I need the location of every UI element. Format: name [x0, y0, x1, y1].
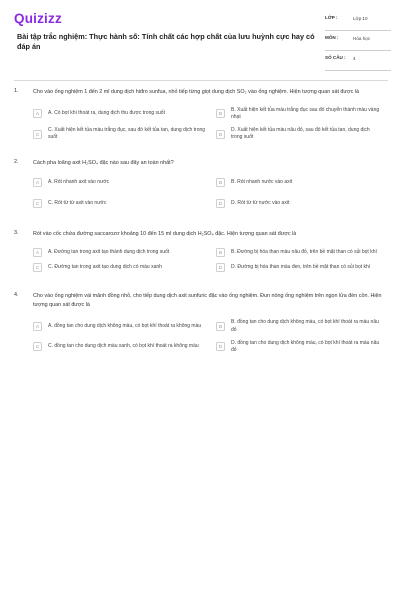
question-list: [0, 88, 400, 354]
option-letter: A: [33, 322, 42, 331]
option-letter: C: [33, 342, 42, 351]
question-4: [14, 292, 386, 354]
info-value: Hóa học: [353, 36, 371, 41]
question-text: Rót vào cốc chứa đường saccarozơ khoảng 10 đến 15 ml dung dịch H₂SO₄ đặc. Hiện tượng quan sát được là: [33, 230, 297, 237]
option-d[interactable]: [216, 199, 381, 208]
option-letter: B: [216, 322, 225, 331]
option-letter: C: [33, 199, 42, 208]
info-value: Lớp 10: [353, 16, 368, 21]
question-text: Cho vào ống nghiệm 1 đến 2 ml dung dịch hiđro sunfua, nhỏ tiếp từng giọt dung dịch SO₂ vào ống nghiệm. Hiện tượng quan sát được là: [33, 89, 359, 95]
option-text: B. Rót nhanh nước vào axit: [231, 178, 293, 185]
question-text: Cho vào ống nghiệm vài mảnh đồng nhỏ, cho tiếp dung dịch axit sunfuric đặc vào ống nghiệm. Đun nóng ống nghiệm trên ngọn lửa đèn cồn. Hiện tượng quan sát được là: [33, 293, 382, 308]
option-letter: B: [216, 109, 225, 118]
option-a[interactable]: [33, 319, 216, 333]
answer-options: [33, 319, 386, 354]
option-b[interactable]: [216, 248, 381, 257]
option-c[interactable]: [33, 263, 216, 272]
quizizz-logo: Quizizz: [14, 11, 62, 26]
worksheet-title: Bài tập trắc nghiệm: Thực hành số: Tính chất các hợp chất của lưu huỳnh cực hay có đáp án: [17, 32, 315, 51]
option-d[interactable]: [216, 340, 381, 354]
question-1: [14, 88, 386, 141]
option-c[interactable]: [33, 199, 216, 208]
question-text: Cách pha loãng axit H₂SO₄ đặc nào sau đây an toàn nhất?: [33, 160, 174, 167]
option-text: C. đồng tan cho dung dịch màu xanh, có bọt khí thoát ra không màu: [48, 343, 199, 350]
option-letter: A: [33, 178, 42, 187]
question-number: 1.: [14, 88, 19, 94]
option-text: B. Xuất hiện kết tủa màu trắng đục sau đó chuyển thành màu vàng nhạt: [231, 106, 380, 120]
option-letter: C: [33, 130, 42, 139]
option-text: A. Đường tan trong axit tạo thành dung dịch trong suốt: [48, 249, 170, 256]
option-text: A. Có bọt khí thoát ra, dung dịch thu được trong suốt: [48, 110, 165, 117]
option-b[interactable]: [216, 178, 381, 187]
option-text: D. Đường bị hóa than màu đen, trên bề mặt than có sủi bọt khí: [231, 264, 371, 271]
option-c[interactable]: [33, 340, 216, 354]
option-b[interactable]: [216, 319, 381, 333]
info-label: MÔN :: [325, 35, 339, 40]
option-text: A. đồng tan cho dung dịch không màu, có bọt khí thoát ra không màu: [48, 322, 202, 329]
option-a[interactable]: [33, 107, 216, 121]
info-row-class: [325, 11, 391, 31]
question-number: 4.: [14, 292, 19, 299]
option-letter: A: [33, 109, 42, 118]
answer-options: [33, 178, 386, 208]
option-text: A. Rót nhanh axit vào nước: [48, 178, 110, 185]
question-number: 3.: [14, 229, 19, 236]
option-letter: D: [216, 263, 225, 272]
question-3: [14, 230, 386, 273]
option-letter: D: [216, 342, 225, 351]
info-box: [325, 11, 391, 71]
option-a[interactable]: [33, 248, 216, 257]
question-2: [14, 159, 386, 208]
answer-options: [33, 107, 386, 142]
info-row-subject: [325, 31, 391, 51]
worksheet-header: [0, 0, 400, 76]
option-d[interactable]: [216, 127, 381, 141]
option-text: D. Xuất hiện kết tủa màu nâu đỏ, sau đó kết tủa tan, dung dịch trong suốt: [231, 126, 370, 141]
answer-options: [33, 248, 386, 272]
option-letter: B: [216, 248, 225, 257]
option-letter: D: [216, 130, 225, 139]
header-divider: [14, 80, 388, 81]
option-letter: D: [216, 199, 225, 208]
option-text: C. Đường tan trong axit tạo dung dịch có màu xanh: [48, 264, 162, 271]
option-text: B. đồng tan cho dung dịch không màu, có bọt khí thoát ra màu nâu đỏ: [231, 319, 379, 333]
option-d[interactable]: [216, 263, 381, 272]
question-number: 2.: [14, 159, 19, 166]
info-label: SỐ CÂU :: [325, 55, 346, 60]
option-letter: C: [33, 263, 42, 272]
option-text: B. Đường bị hóa than màu nâu đỏ, trên bề mặt than có sủi bọt khí: [231, 249, 377, 256]
info-label: LỚP :: [325, 15, 338, 20]
option-c[interactable]: [33, 127, 216, 141]
option-letter: A: [33, 248, 42, 257]
info-value: 4: [353, 56, 356, 61]
option-text: D. đồng tan cho dung dịch không màu, có bọt khí thoát ra màu nâu đỏ: [231, 339, 380, 353]
option-text: C. Xuất hiện kết tủa màu trắng đục, sau đó kết tủa tan, dung dịch trong suốt: [48, 126, 206, 141]
option-text: C. Rót từ từ axit vào nước: [48, 199, 107, 206]
option-letter: B: [216, 178, 225, 187]
info-row-count: [325, 51, 391, 71]
option-b[interactable]: [216, 107, 381, 121]
option-a[interactable]: [33, 178, 216, 187]
option-text: D. Rót từ từ nước vào axit: [231, 199, 290, 206]
